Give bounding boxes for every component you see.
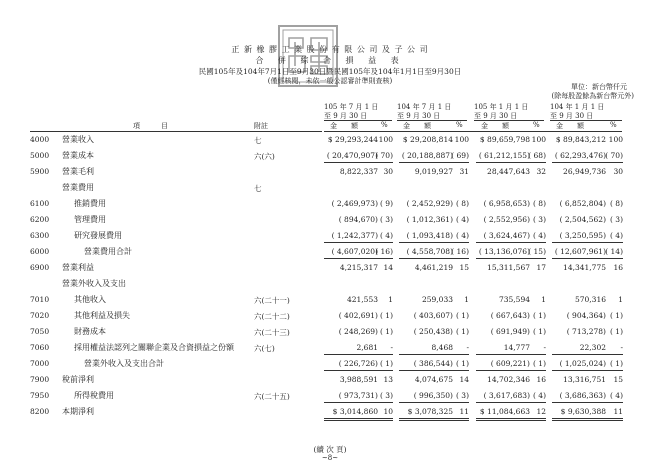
amount-cell: 2,681 [356, 343, 378, 352]
row-code: 7060 [30, 343, 50, 352]
row-note: 六(二十二) [254, 312, 290, 321]
row-code: 5000 [30, 151, 50, 160]
percent-cell: ( 3) [532, 215, 546, 224]
amount-cell: ( 1,093,418) [406, 231, 453, 240]
amount-cell: ( 1,025,024) [559, 359, 606, 368]
row-label: 營業利益 [62, 263, 94, 272]
subtotal-underline [324, 258, 393, 259]
percent-cell: ( 1) [379, 327, 393, 336]
row-code: 5900 [30, 167, 50, 176]
period-2-header-line1: 104 年 7 月 1 日 [397, 103, 452, 111]
row-label: 研究發展費用 [74, 231, 122, 240]
percent-cell: 14 [459, 375, 469, 384]
period-4-header-line1: 104 年 1 月 1 日 [550, 103, 605, 111]
amount-cell: ( 3,250,595) [559, 231, 606, 240]
amount-cell: ( 386,544) [413, 359, 453, 368]
row-label: 推銷費用 [74, 199, 106, 208]
amount-cell: 28,447,643 [487, 167, 530, 176]
percent-cell: ( 16) [375, 247, 393, 256]
percent-cell: - [543, 343, 546, 352]
amount-cell: 9,019,927 [414, 167, 453, 176]
amount-cell: $ 29,293,244 [327, 135, 378, 144]
percent-cell: ( 70) [605, 151, 623, 160]
percent-cell: ( 1) [455, 327, 469, 336]
amount-cell: $ 11,084,663 [479, 407, 530, 416]
amount-cell: 14,702,346 [487, 375, 530, 384]
row-label: 營業成本 [62, 151, 94, 160]
row-label: 稅前淨利 [62, 375, 94, 384]
row-code: 6100 [30, 199, 50, 208]
percent-cell: - [390, 343, 393, 352]
percent-cell: 15 [613, 375, 623, 384]
amount-cell: ( 2,452,929) [406, 199, 453, 208]
row-code: 7000 [30, 359, 50, 368]
percent-cell: 11 [613, 407, 623, 416]
percent-cell: ( 69) [451, 151, 469, 160]
subtotal-underline [476, 258, 546, 259]
amount-cell: 15,311,567 [487, 263, 530, 272]
amount-cell: ( 973,731) [338, 391, 378, 400]
percent-cell: 1 [618, 295, 623, 304]
row-code: 6200 [30, 215, 50, 224]
amount-cell: ( 4,607,020) [331, 247, 378, 256]
period-4-header-line2: 至 9 月 30 日 [550, 112, 594, 120]
period-2-rule [397, 120, 467, 121]
subtotal-underline [324, 354, 393, 355]
amount-cell: ( 20,470,907) [326, 151, 378, 160]
percent-cell: ( 9) [379, 199, 393, 208]
percent-cell: 1 [464, 295, 469, 304]
subtotal-underline [324, 402, 393, 403]
amount-cell: ( 3,624,467) [483, 231, 530, 240]
amount-cell: ( 6,958,653) [483, 199, 530, 208]
unit-label: 單位：新台幣仟元 [571, 83, 627, 91]
percent-cell: 12 [536, 407, 546, 416]
amount-cell: 421,553 [346, 295, 378, 304]
subtotal-underline [324, 242, 393, 243]
percent-cell: ( 4) [455, 215, 469, 224]
row-label: 其他收入 [74, 295, 106, 304]
percent-cell: 31 [459, 167, 469, 176]
row-label: 所得稅費用 [74, 391, 114, 400]
amount-cell: ( 20,188,887) [401, 151, 453, 160]
period-3-header-line1: 105 年 1 月 1 日 [474, 103, 529, 111]
amount-cell: ( 2,469,973) [331, 199, 378, 208]
subtotal-underline [552, 370, 623, 371]
review-note: (僅經核閱，未依一般公認審計準則查核) [267, 77, 393, 85]
row-note: 六(六) [254, 152, 275, 161]
amount-cell: ( 894,670) [338, 215, 378, 224]
percent-cell: 100 [531, 135, 546, 144]
amount-cell: ( 1,012,361) [406, 215, 453, 224]
amount-cell: 259,033 [421, 295, 453, 304]
percent-cell: ( 4) [532, 231, 546, 240]
header-rule-right [324, 131, 622, 132]
subtotal-underline [399, 258, 469, 259]
amount-cell: ( 250,438) [413, 327, 453, 336]
amount-cell: ( 402,691) [338, 311, 378, 320]
percent-cell: 17 [536, 263, 546, 272]
percent-cell: 16 [536, 375, 546, 384]
row-label: 營業外收入及支出 [62, 279, 126, 288]
amount-cell: $ 3,078,325 [407, 407, 453, 416]
row-label: 管理費用 [74, 215, 106, 224]
percent-cell: 16 [613, 263, 623, 272]
amount-cell: ( 61,212,155) [478, 151, 530, 160]
period-3-rule [474, 120, 544, 121]
percent-cell: ( 70) [375, 151, 393, 160]
row-code: 7010 [30, 295, 50, 304]
percent-cell: ( 1) [609, 327, 623, 336]
percent-header-1: % [381, 121, 388, 129]
row-label: 營業毛利 [62, 167, 94, 176]
percent-cell: 15 [459, 263, 469, 272]
amount-cell: ( 713,278) [566, 327, 606, 336]
percent-cell: 1 [388, 295, 393, 304]
amount-cell: ( 996,350) [413, 391, 453, 400]
percent-cell: 100 [608, 135, 623, 144]
period-4-rule [550, 120, 622, 121]
percent-cell: ( 4) [609, 391, 623, 400]
subtotal-underline [399, 242, 469, 243]
amount-cell: ( 12,607,961) [554, 247, 606, 256]
amount-cell: ( 904,364) [566, 311, 606, 320]
row-label: 營業費用合計 [84, 247, 132, 256]
amount-header-4: 金 額 [556, 122, 584, 130]
percent-cell: 100 [454, 135, 469, 144]
percent-cell: ( 4) [379, 231, 393, 240]
subtotal-underline [552, 258, 623, 259]
amount-cell: ( 667,643) [490, 311, 530, 320]
header-rule-left [30, 131, 322, 132]
row-code: 7020 [30, 311, 50, 320]
amount-header-2: 金 額 [403, 122, 431, 130]
amount-cell: ( 3,686,363) [559, 391, 606, 400]
row-note: 六(七) [254, 344, 275, 353]
subtotal-underline [552, 402, 623, 403]
period-3-header-line2: 至 9 月 30 日 [474, 112, 518, 120]
amount-cell: $ 3,014,860 [332, 407, 378, 416]
percent-cell: 14 [383, 263, 393, 272]
amount-cell: 13,316,751 [563, 375, 606, 384]
row-code: 6000 [30, 247, 50, 256]
percent-cell: 100 [378, 135, 393, 144]
amount-cell: 4,215,317 [339, 263, 378, 272]
amount-cell: 3,988,591 [339, 375, 378, 384]
percent-cell: ( 1) [532, 311, 546, 320]
amount-cell: ( 2,504,562) [559, 215, 606, 224]
amount-cell: ( 2,552,956) [483, 215, 530, 224]
amount-cell: $ 29,208,814 [402, 135, 453, 144]
amount-cell: ( 6,852,804) [559, 199, 606, 208]
row-note: 六(二十一) [254, 296, 290, 305]
amount-cell: ( 62,293,476) [554, 151, 606, 160]
subtotal-underline [552, 354, 623, 355]
percent-cell: ( 1) [455, 311, 469, 320]
percent-cell: ( 1) [379, 359, 393, 368]
subtotal-underline [476, 242, 546, 243]
row-note: 七 [254, 136, 262, 145]
percent-cell: 30 [383, 167, 393, 176]
percent-cell: ( 3) [379, 215, 393, 224]
percent-cell: 10 [383, 407, 393, 416]
subtotal-underline [476, 370, 546, 371]
item-column-header: 項 目 [133, 122, 168, 130]
subtotal-underline [399, 370, 469, 371]
subtotal-underline [399, 402, 469, 403]
row-label: 財務成本 [74, 327, 106, 336]
amount-cell: ( 609,221) [490, 359, 530, 368]
row-code: 7950 [30, 391, 50, 400]
amount-cell: 735,594 [498, 295, 530, 304]
amount-cell: ( 3,617,683) [483, 391, 530, 400]
amount-cell: ( 13,136,076) [478, 247, 530, 256]
amount-cell: ( 403,607) [413, 311, 453, 320]
percent-header-4: % [610, 121, 617, 129]
percent-cell: ( 16) [451, 247, 469, 256]
total-double-underline [324, 418, 393, 421]
row-code: 7900 [30, 375, 50, 384]
amount-header-3: 金 額 [481, 122, 509, 130]
percent-cell: ( 3) [455, 391, 469, 400]
percent-cell: ( 1) [532, 327, 546, 336]
amount-cell: ( 691,949) [490, 327, 530, 336]
row-note: 六(二十三) [254, 328, 290, 337]
period-2-header-line2: 至 9 月 30 日 [397, 112, 441, 120]
percent-cell: ( 1) [532, 359, 546, 368]
amount-header-1: 金 額 [330, 122, 358, 130]
percent-cell: ( 14) [605, 247, 623, 256]
percent-cell: 1 [541, 295, 546, 304]
amount-cell: 8,468 [431, 343, 453, 352]
amount-cell: 14,341,775 [563, 263, 606, 272]
subtotal-underline [552, 242, 623, 243]
percent-header-3: % [533, 121, 540, 129]
row-label: 營業費用 [62, 183, 94, 192]
subtotal-underline [399, 162, 469, 163]
amount-cell: ( 226,726) [338, 359, 378, 368]
percent-header-2: % [456, 121, 463, 129]
total-double-underline [552, 418, 623, 421]
row-code: 4000 [30, 135, 50, 144]
percent-cell: ( 1) [609, 311, 623, 320]
amount-cell: $ 9,630,388 [560, 407, 606, 416]
report-period: 民國105年及104年7月1日至9月30日暨民國105年及104年1月1日至9月30日 [198, 67, 462, 76]
amount-cell: 570,316 [574, 295, 606, 304]
amount-cell: 8,822,337 [339, 167, 378, 176]
row-label: 其他利益及損失 [74, 311, 130, 320]
row-code: 6300 [30, 231, 50, 240]
row-code: 6900 [30, 263, 50, 272]
percent-cell: 13 [383, 375, 393, 384]
amount-cell: $ 89,843,212 [555, 135, 606, 144]
subtotal-underline [476, 402, 546, 403]
subtotal-underline [324, 370, 393, 371]
amount-cell: 26,949,736 [563, 167, 606, 176]
row-label: 營業外收入及支出合計 [84, 359, 164, 368]
period-1-header-line1: 105 年 7 月 1 日 [324, 103, 379, 111]
report-title: 合 併 綜 合 損 益 表 [255, 56, 405, 65]
percent-cell: ( 4) [609, 231, 623, 240]
subtotal-underline [324, 162, 393, 163]
percent-cell: ( 1) [609, 359, 623, 368]
percent-cell: - [466, 343, 469, 352]
percent-cell: ( 8) [532, 199, 546, 208]
amount-cell: 22,302 [579, 343, 606, 352]
amount-cell: ( 248,269) [338, 327, 378, 336]
percent-cell: ( 8) [455, 199, 469, 208]
continued-note: (續 次 頁) [313, 445, 347, 454]
percent-cell: ( 3) [379, 391, 393, 400]
period-1-header-line2: 至 9 月 30 日 [324, 112, 368, 120]
row-label: 採用權益法認列之關聯企業及合資損益之份額 [74, 343, 234, 352]
amount-cell: 4,074,675 [414, 375, 453, 384]
percent-cell: 30 [613, 167, 623, 176]
percent-cell: ( 4) [455, 231, 469, 240]
percent-cell: - [620, 343, 623, 352]
percent-cell: ( 68) [528, 151, 546, 160]
total-double-underline [476, 418, 546, 421]
amount-cell: 14,777 [503, 343, 530, 352]
company-name: 正 新 橡 膠 工 業 股 份 有 限 公 司 及 子 公 司 [231, 45, 429, 54]
percent-cell: ( 8) [609, 199, 623, 208]
subtotal-underline [476, 162, 546, 163]
subtotal-underline [399, 354, 469, 355]
amount-cell: ( 1,242,377) [331, 231, 378, 240]
row-note: 六(二十五) [254, 392, 290, 401]
report-header [0, 0, 660, 100]
row-label: 營業收入 [62, 135, 94, 144]
row-code: 7050 [30, 327, 50, 336]
row-note: 七 [254, 184, 262, 193]
period-1-rule [324, 120, 392, 121]
subtotal-underline [476, 354, 546, 355]
amount-cell: $ 89,659,798 [479, 135, 530, 144]
percent-cell: 11 [459, 407, 469, 416]
percent-cell: ( 4) [532, 391, 546, 400]
unit-note: (除每股盈餘為新台幣元外) [551, 92, 634, 100]
amount-cell: 4,461,219 [414, 263, 453, 272]
percent-cell: ( 15) [528, 247, 546, 256]
percent-cell: 32 [536, 167, 546, 176]
percent-cell: ( 3) [609, 215, 623, 224]
subtotal-underline [552, 162, 623, 163]
row-code: 8200 [30, 407, 50, 416]
percent-cell: ( 1) [379, 311, 393, 320]
row-label: 本期淨利 [62, 407, 94, 416]
amount-cell: ( 4,558,708) [406, 247, 453, 256]
percent-cell: ( 1) [455, 359, 469, 368]
page-number: ~8~ [321, 454, 339, 462]
note-column-header: 附註 [254, 122, 268, 130]
total-double-underline [399, 418, 469, 421]
